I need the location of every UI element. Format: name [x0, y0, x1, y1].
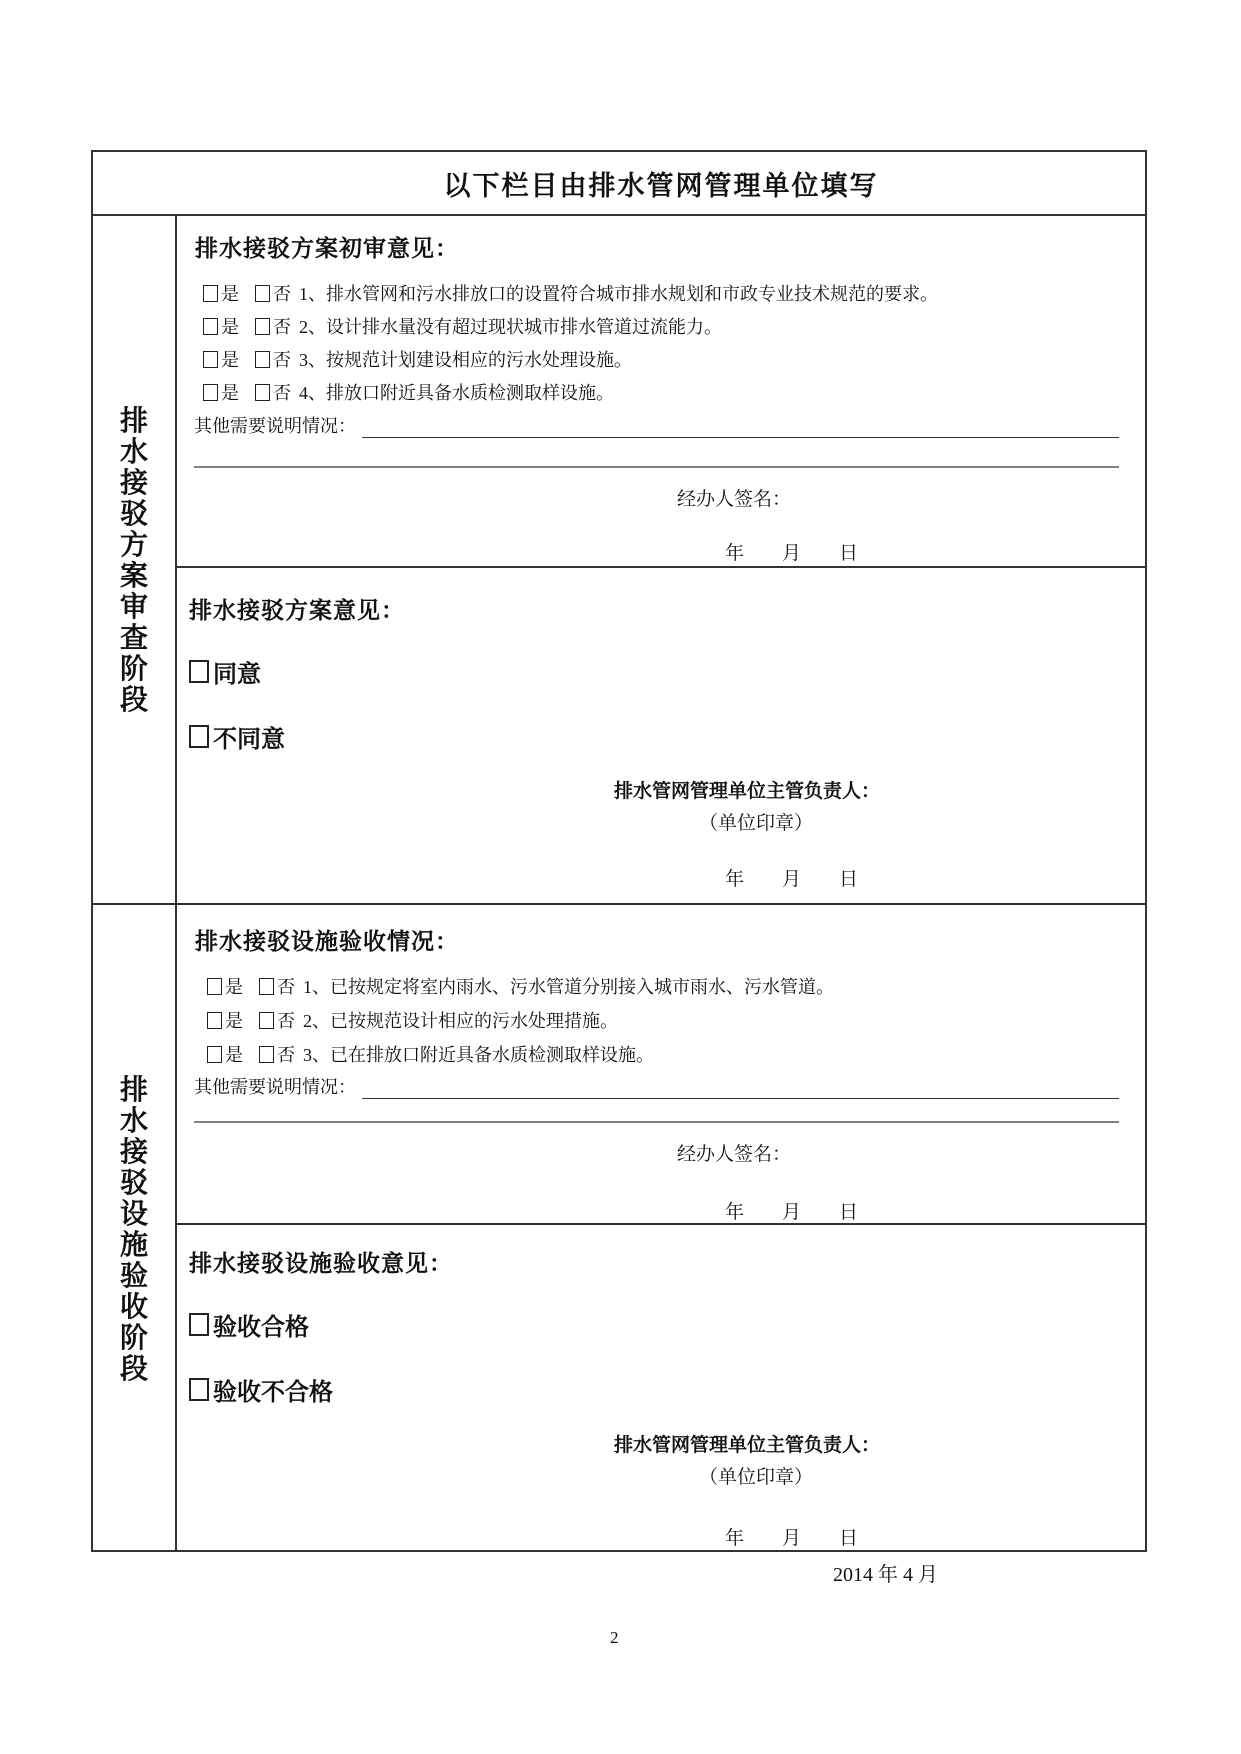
other-notes-input-line-2[interactable]: [194, 466, 1119, 468]
acceptance-verdict-header: 排水接驳设施验收意见：: [189, 1250, 453, 1276]
yes-label: 是: [221, 317, 239, 337]
fail-label: 验收不合格: [213, 1379, 333, 1406]
review-item-text: 4、排放口附近具备水质检测取样设施。: [299, 383, 614, 403]
no-label: 否: [273, 317, 291, 337]
review-item-text: 2、设计排水量没有超过现状城市排水管道过流能力。: [299, 317, 722, 337]
yes-label: 是: [221, 350, 239, 370]
handler-signature-label: 经办人签名：: [677, 1144, 792, 1165]
no-label: 否: [273, 284, 291, 304]
yes-label: 是: [225, 1011, 243, 1031]
other-notes-row: [194, 1073, 1119, 1099]
yes-label: 是: [221, 383, 239, 403]
stage1-side-cell: [93, 216, 177, 903]
stage1-content: [177, 216, 1145, 903]
unit-seal-label: （单位印章）: [699, 1467, 814, 1488]
manager-signature-label: 排水管网管理单位主管负责人：: [614, 781, 881, 802]
yes-label: 是: [225, 977, 243, 997]
no-label: 否: [277, 1011, 295, 1031]
acceptance-item-row: [207, 973, 834, 999]
yes-checkbox[interactable]: [207, 1012, 222, 1029]
acceptance-item-text: 1、已按规定将室内雨水、污水管道分别接入城市雨水、污水管道。: [303, 977, 834, 997]
no-checkbox[interactable]: [259, 1012, 274, 1029]
review-item-row: [203, 346, 632, 372]
no-checkbox[interactable]: [255, 351, 270, 368]
other-notes-label: 其他需要说明情况：: [194, 1077, 356, 1097]
pass-label: 验收合格: [213, 1314, 309, 1341]
acceptance-item-text: 3、已在排放口附近具备水质检测取样设施。: [303, 1045, 654, 1065]
date-ymd-label: 年 月 日: [725, 1528, 859, 1549]
yes-checkbox[interactable]: [203, 384, 218, 401]
review-item-row: [203, 379, 614, 405]
fail-checkbox[interactable]: [189, 1378, 209, 1401]
yes-checkbox[interactable]: [203, 285, 218, 302]
page-number: 2: [610, 1628, 619, 1647]
stage2-content: [177, 905, 1145, 1552]
section-plan-opinion: [177, 568, 1145, 901]
drainage-form-table: [91, 150, 1147, 1552]
acceptance-item-text: 2、已按规范设计相应的污水处理措施。: [303, 1011, 618, 1031]
other-notes-row: [194, 412, 1119, 438]
disagree-label: 不同意: [213, 726, 285, 753]
acceptance-pass-option[interactable]: [189, 1307, 309, 1342]
document-date: 2014 年 4 月: [833, 1564, 938, 1586]
acceptance-fail-option[interactable]: [189, 1372, 333, 1407]
agree-checkbox[interactable]: [189, 660, 209, 683]
yes-checkbox[interactable]: [203, 351, 218, 368]
manager-signature-label: 排水管网管理单位主管负责人：: [614, 1435, 881, 1456]
no-checkbox[interactable]: [255, 384, 270, 401]
no-checkbox[interactable]: [255, 285, 270, 302]
date-ymd-label: 年 月 日: [725, 1202, 859, 1223]
table-title-row: [93, 152, 1145, 216]
unit-seal-label: （单位印章）: [699, 813, 814, 834]
disagree-option[interactable]: [189, 719, 285, 754]
stage-facility-acceptance-row: [93, 903, 1145, 1552]
table-title: 以下栏目由排水管网管理单位填写: [443, 170, 879, 201]
no-checkbox[interactable]: [259, 1046, 274, 1063]
stage2-side-cell: [93, 905, 177, 1552]
no-checkbox[interactable]: [259, 978, 274, 995]
yes-checkbox[interactable]: [203, 318, 218, 335]
preliminary-review-header: 排水接驳方案初审意见：: [195, 235, 459, 261]
yes-checkbox[interactable]: [207, 1046, 222, 1063]
section-acceptance-situation: [177, 905, 1145, 1225]
agree-option[interactable]: [189, 654, 261, 689]
no-label: 否: [273, 383, 291, 403]
other-notes-input-line[interactable]: [362, 418, 1119, 438]
review-item-text: 3、按规范计划建设相应的污水处理设施。: [299, 350, 632, 370]
stage-plan-review-row: [93, 216, 1145, 903]
yes-label: 是: [225, 1045, 243, 1065]
handler-signature-label: 经办人签名：: [677, 489, 792, 510]
review-item-row: [203, 313, 722, 339]
no-checkbox[interactable]: [255, 318, 270, 335]
plan-opinion-header: 排水接驳方案意见：: [189, 597, 405, 623]
section-preliminary-review: [177, 216, 1145, 568]
no-label: 否: [273, 350, 291, 370]
stage2-side-label: 排水接驳设施验收阶段: [119, 1073, 148, 1384]
date-ymd-label: 年 月 日: [725, 543, 859, 564]
review-item-row: [203, 280, 938, 306]
other-notes-label: 其他需要说明情况：: [194, 416, 356, 436]
acceptance-situation-header: 排水接驳设施验收情况：: [195, 928, 459, 954]
other-notes-input-line[interactable]: [362, 1079, 1119, 1099]
stage1-side-label: 排水接驳方案审查阶段: [119, 404, 148, 715]
disagree-checkbox[interactable]: [189, 725, 209, 748]
section-acceptance-verdict: [177, 1225, 1145, 1552]
pass-checkbox[interactable]: [189, 1313, 209, 1336]
yes-label: 是: [221, 284, 239, 304]
other-notes-input-line-2[interactable]: [194, 1121, 1119, 1123]
yes-checkbox[interactable]: [207, 978, 222, 995]
no-label: 否: [277, 977, 295, 997]
acceptance-item-row: [207, 1007, 618, 1033]
date-ymd-label: 年 月 日: [725, 869, 859, 890]
review-item-text: 1、排水管网和污水排放口的设置符合城市排水规划和市政专业技术规范的要求。: [299, 284, 938, 304]
agree-label: 同意: [213, 661, 261, 688]
no-label: 否: [277, 1045, 295, 1065]
acceptance-item-row: [207, 1041, 654, 1067]
